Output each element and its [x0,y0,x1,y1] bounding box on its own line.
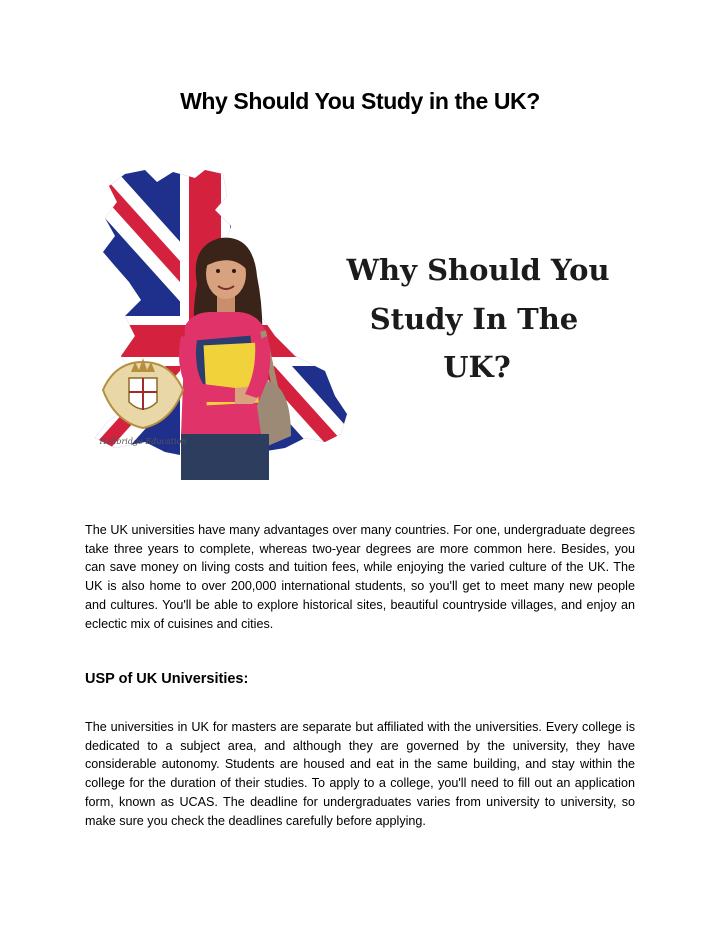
hero-illustration [85,166,635,486]
hero-heading-line-2: Study In The [369,302,579,336]
intro-paragraph: The UK universities have many advantages over many countries. For one, undergraduate degrees take three years to complete, whereas two-year degrees are more common here. Besides, you can save money on living costs and tuition fees, while enjoying the varied culture of the UK. The UK is also home to over 200,000 international students, so you'll get to meet many new people and cultures. You'll be able to explore historical sites, beautiful countryside villages, and enjoy an eclectic mix of cuisines and cities. [85,523,635,631]
hero-heading [345,253,609,384]
page-title: Why Should You Study in the UK? [180,88,540,114]
hero-heading-line-3: UK? [443,350,511,384]
section-paragraph: The universities in UK for masters are separate but affiliated with the universities. Every college is dedicated to a subject area, and although they are governed by the university, they have considerable autonomy. Students are housed and eat in the same building, and stay within the college for the duration of their studies. To apply to a college, you'll need to fill out an application form, known as UCAS. The deadline for undergraduates varies from university to university, so make sure you check the deadlines carefully before applying. [85,720,635,828]
logo-text: Hallbridge Education [99,437,187,446]
hero-image [85,166,635,486]
section-heading: USP of UK Universities: [85,671,249,687]
hero-heading-line-1: Why Should You [346,253,610,287]
